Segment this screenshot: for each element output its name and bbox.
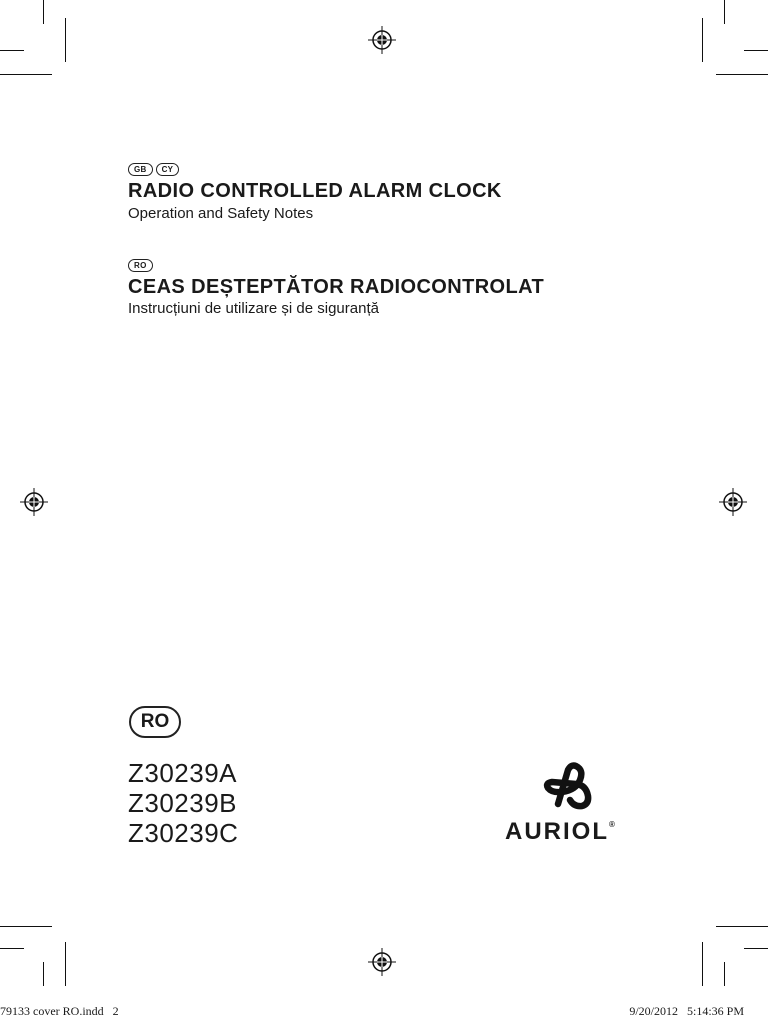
model-number: Z30239A	[128, 758, 238, 788]
brand-name: AURIOL®	[505, 818, 617, 845]
crop-mark-icon	[0, 926, 52, 927]
crop-mark-icon	[724, 0, 725, 24]
crop-mark-icon	[0, 74, 52, 75]
language-badges-english	[128, 159, 182, 177]
language-badge-ro: RO	[128, 259, 153, 272]
auriol-logo-icon	[540, 762, 600, 810]
slug-file-name: 79133 cover RO.indd 2	[0, 1004, 119, 1018]
brand-logo	[505, 762, 645, 846]
crop-mark-icon	[724, 962, 725, 986]
language-badge-cy: CY	[156, 163, 180, 176]
english-subtitle: Operation and Safety Notes	[128, 205, 314, 222]
crop-mark-icon	[65, 942, 66, 986]
crop-mark-icon	[702, 942, 703, 986]
slug-timestamp: 9/20/2012 5:14:36 PM	[629, 1004, 744, 1018]
registration-mark-icon	[368, 948, 396, 976]
english-title: RADIO CONTROLLED ALARM CLOCK	[128, 180, 502, 202]
crop-mark-icon	[702, 18, 703, 62]
crop-mark-icon	[43, 0, 44, 24]
registration-mark-icon	[368, 26, 396, 54]
language-badge-gb: GB	[128, 163, 153, 176]
model-number: Z30239C	[128, 818, 239, 848]
country-badge: RO	[129, 706, 181, 738]
crop-mark-icon	[716, 74, 768, 75]
crop-mark-icon	[744, 50, 768, 51]
crop-mark-icon	[744, 948, 768, 949]
crop-mark-icon	[43, 962, 44, 986]
registration-mark-icon	[719, 488, 747, 516]
crop-mark-icon	[0, 948, 24, 949]
model-number: Z30239B	[128, 788, 238, 818]
language-badges-romanian	[128, 255, 156, 273]
crop-mark-icon	[0, 50, 24, 51]
romanian-subtitle: Instrucțiuni de utilizare și de siguranță	[128, 300, 379, 317]
crop-mark-icon	[716, 926, 768, 927]
romanian-title: CEAS DEȘTEPTĂTOR RADIOCONTROLAT	[128, 276, 545, 298]
crop-mark-icon	[65, 18, 66, 62]
registration-mark-icon	[20, 488, 48, 516]
